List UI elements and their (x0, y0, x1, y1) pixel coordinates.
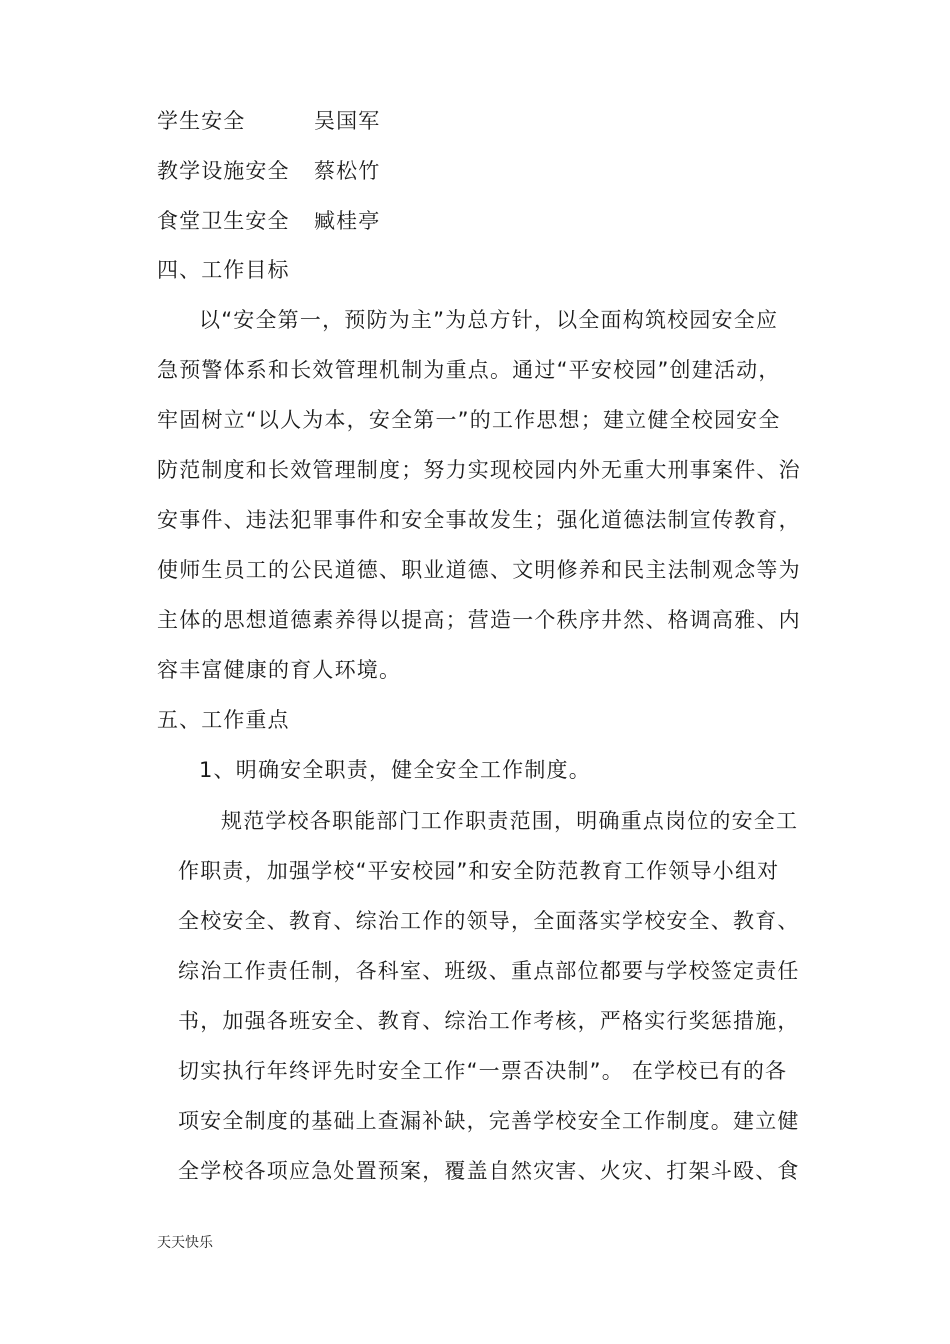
role-person: 臧桂亭 (314, 209, 381, 233)
role-label: 学生安全 (157, 109, 246, 133)
paragraph-line: 使师生员工的公民道德、职业道德、文明修养和民主法制观念等为 (157, 558, 801, 582)
paragraph-line: 综治工作责任制，各科室、班级、重点部位都要与学校签定责任 (178, 959, 800, 983)
section5-heading: 五、工作重点 (157, 708, 290, 732)
page-footer: 天天快乐 (157, 1235, 213, 1251)
paragraph-line: 容丰富健康的育人环境。 (157, 658, 402, 682)
role-person: 蔡松竹 (314, 159, 381, 183)
paragraph-line: 主体的思想道德素养得以提高；营造一个秩序井然、格调高雅、内 (157, 608, 801, 632)
section5-subheading: 1、明确安全职责，健全安全工作制度。 (199, 758, 591, 782)
paragraph-line: 书，加强各班安全、教育、综治工作考核，严格实行奖惩措施， (178, 1009, 800, 1033)
paragraph-line: 安事件、违法犯罪事件和安全事故发生；强化道德法制宣传教育， (157, 508, 801, 532)
role-line-3 (157, 206, 380, 236)
paragraph-line: 全校安全、教育、综治工作的领导，全面落实学校安全、教育、 (178, 909, 800, 933)
paragraph-line: 项安全制度的基础上查漏补缺，完善学校安全工作制度。建立健 (178, 1109, 800, 1133)
paragraph-line: 以“安全第一，预防为主”为总方针，以全面构筑校园安全应 (199, 308, 779, 332)
role-line-1 (157, 106, 380, 136)
role-person: 吴国军 (314, 109, 381, 133)
role-label: 教学设施安全 (157, 159, 290, 183)
role-label: 食堂卫生安全 (157, 209, 290, 233)
paragraph-line: 规范学校各职能部门工作职责范围，明确重点岗位的安全工 (221, 809, 799, 833)
paragraph-line: 牢固树立“以人为本，安全第一”的工作思想；建立健全校园安全 (157, 408, 781, 432)
role-line-2 (157, 156, 380, 186)
paragraph-line: 防范制度和长效管理制度；努力实现校园内外无重大刑事案件、治 (157, 458, 801, 482)
section4-heading: 四、工作目标 (157, 258, 290, 282)
paragraph-line: 全学校各项应急处置预案，覆盖自然灾害、火灾、打架斗殴、食 (178, 1159, 800, 1183)
paragraph-line: 急预警体系和长效管理机制为重点。通过“平安校园”创建活动， (157, 358, 781, 382)
paragraph-line: 作职责，加强学校“平安校园”和安全防范教育工作领导小组对 (178, 859, 780, 883)
paragraph-line: 切实执行年终评先时安全工作“一票否决制”。 在学校已有的各 (178, 1059, 788, 1083)
